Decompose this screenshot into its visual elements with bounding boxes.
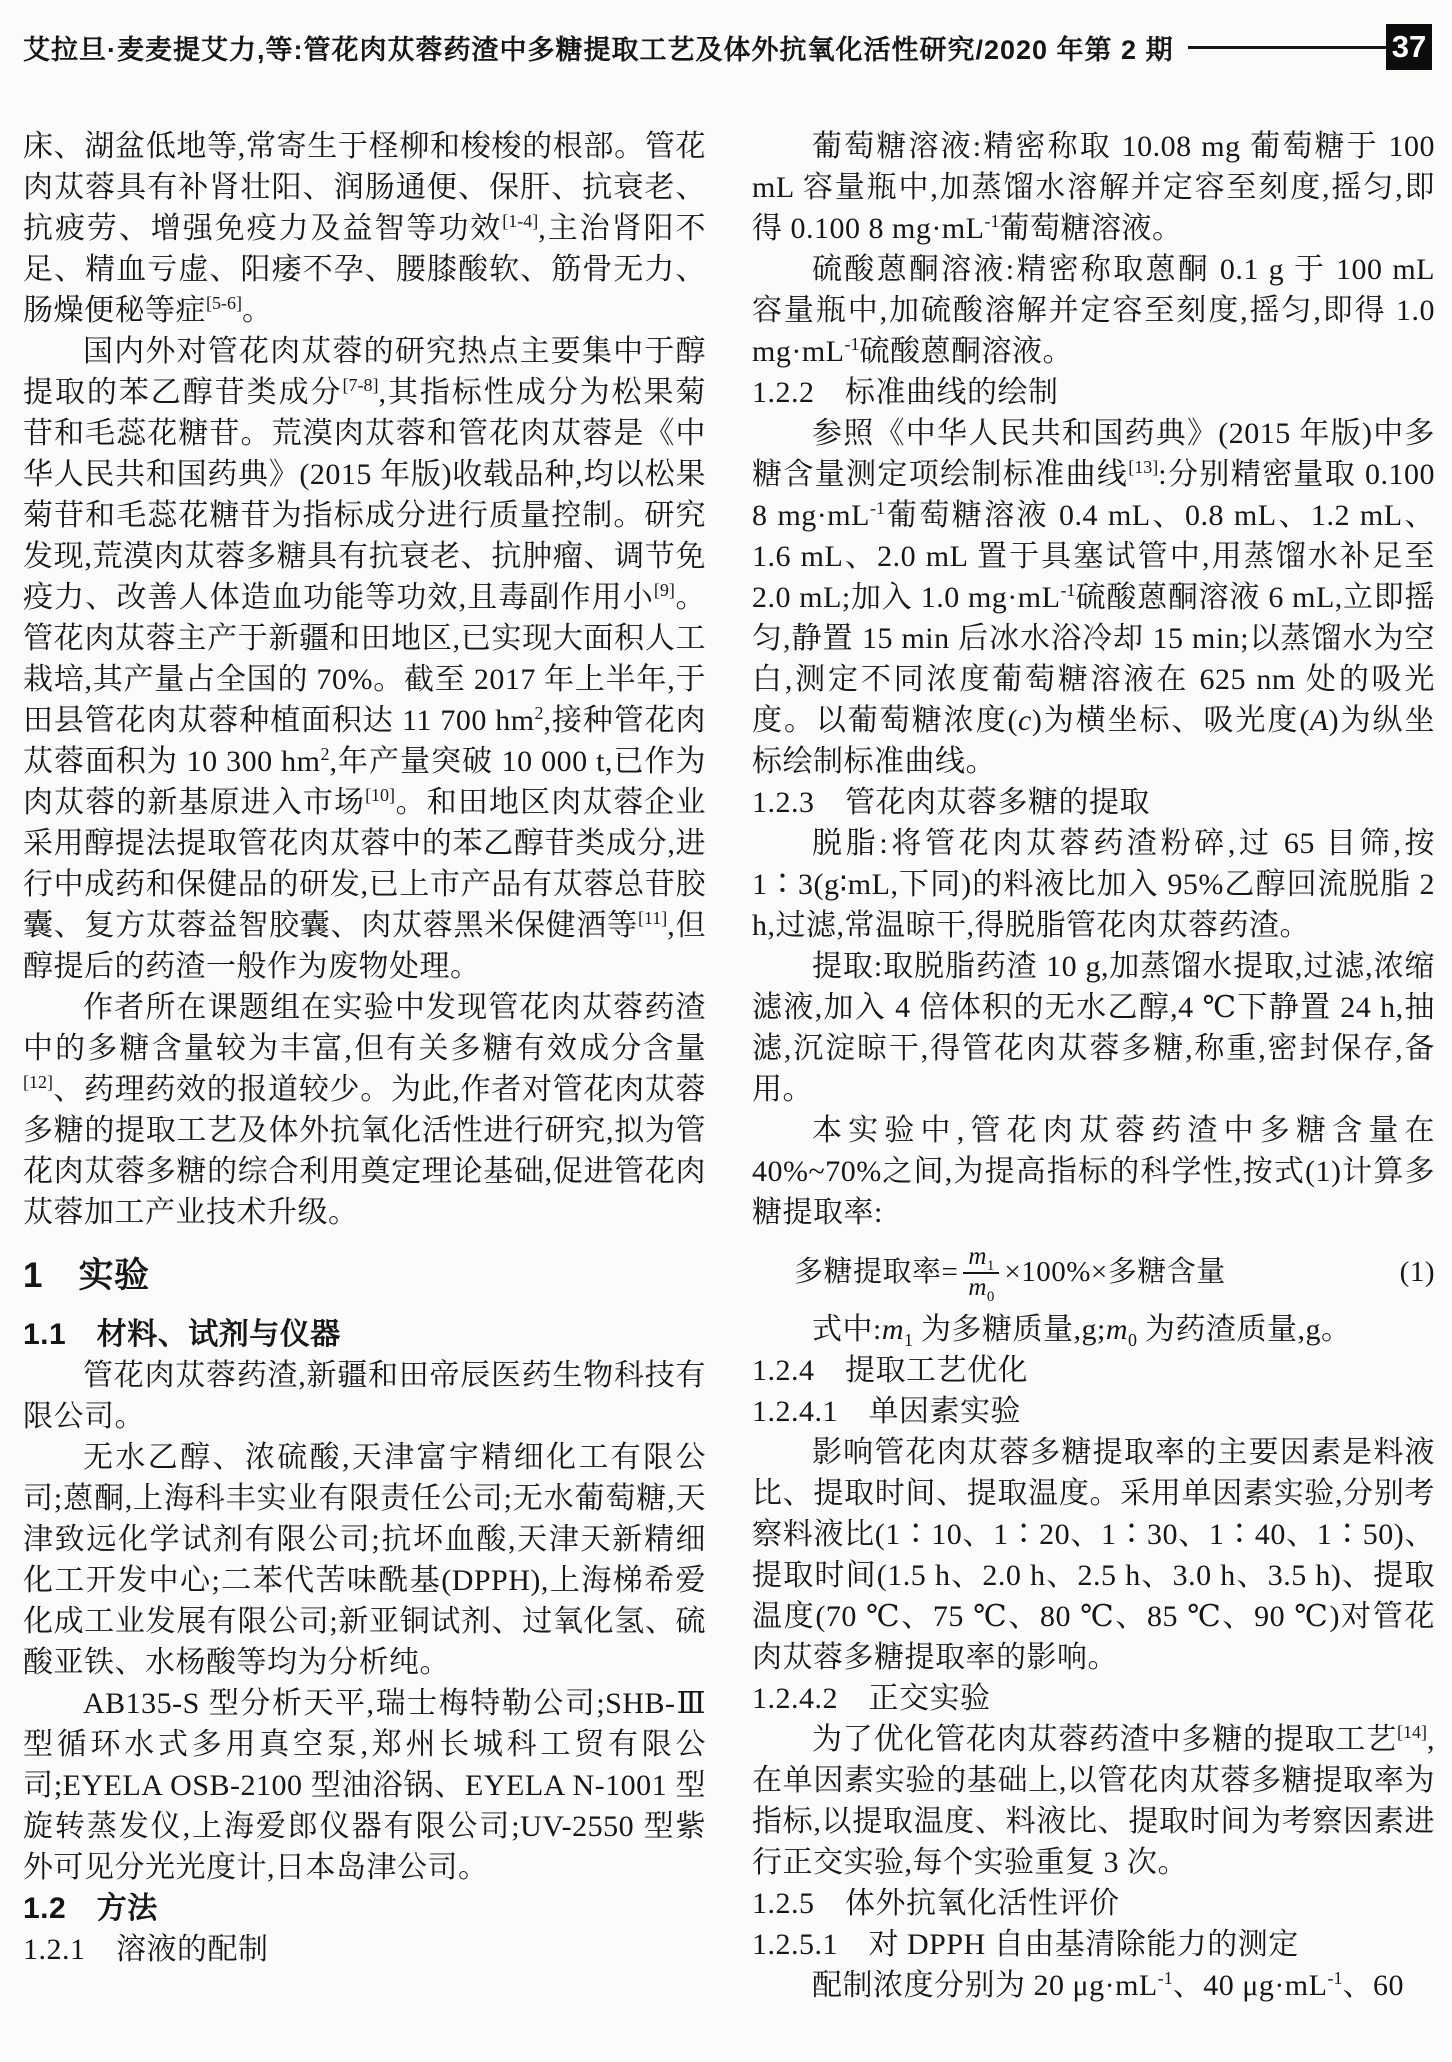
- text-run: 床、湖盆低地等,常寄生于柽柳和梭梭的根部。管花肉苁蓉具有补肾壮阳、润肠通便、保肝、抗衰老、抗疲劳、增强免疫力及益智等功效: [23, 130, 706, 245]
- text-run: 1.2 方法: [23, 1892, 158, 1925]
- math-var: m: [968, 1273, 987, 1301]
- math-var: m: [1105, 1312, 1129, 1346]
- subsubsection-heading: [752, 1350, 1435, 1391]
- text-run: 配制浓度分别为 20 μg·mL: [812, 1968, 1158, 2002]
- text-run: ,年产量突破 10 000 t,已作为肉苁蓉的新基原进入市场: [23, 745, 706, 819]
- text-run: 脱脂:将管花肉苁蓉药渣粉碎,过 65 目筛,按 1∶3(g∶mL,下同)的料液比加入 95%乙醇回流脱脂 2 h,过滤,常温晾干,得脱脂管花肉苁蓉药渣。: [752, 827, 1435, 942]
- text-run: 管花肉苁蓉药渣,新疆和田帝辰医药生物科技有限公司。: [23, 1359, 706, 1433]
- subsubsection-heading: [752, 1678, 1435, 1719]
- text-run: 影响管花肉苁蓉多糖提取率的主要因素是料液比、提取时间、提取温度。采用单因素实验,分别考察料液比(1∶10、1∶20、1∶30、1∶40、1∶50)、提取时间(1.5 h、2.0 h、2.5 h、3.0 h、3.5 h)、提取温度(70 ℃、75 ℃、80 ℃、85 ℃、90 ℃)对管花肉苁蓉多糖提取率的影响。: [752, 1435, 1435, 1674]
- fraction: [963, 1243, 999, 1303]
- section-heading: [23, 1255, 706, 1296]
- paragraph: [23, 987, 706, 1233]
- text-run: 1.2.5.1 对 DPPH 自由基清除能力的测定: [752, 1927, 1299, 1961]
- subsubsection-heading: [23, 1929, 706, 1970]
- page-number-badge: [1386, 24, 1432, 70]
- text-run: 葡萄糖溶液 0.4 mL、0.8 mL、1.2 mL、1.6 mL、2.0 mL 置于具塞试管中,用蒸馏水补足至 2.0 mL;加入 1.0 mg·mL: [752, 499, 1435, 614]
- paragraph: [752, 1110, 1435, 1233]
- text-run: 1.2.4.1 单因素实验: [752, 1394, 1021, 1428]
- running-head-bar: [23, 24, 1432, 70]
- text-run: 。和田地区肉苁蓉企业采用醇提法提取管花肉苁蓉中的苯乙醇苷类成分,进行中成药和保健品的研发,已上市产品有苁蓉总苷胶囊、复方苁蓉益智胶囊、肉苁蓉黑米保健酒等: [23, 786, 707, 942]
- text-run: 、40 μg·mL: [1172, 1968, 1328, 2002]
- paragraph: [752, 823, 1435, 946]
- superscript: -1: [1060, 580, 1076, 600]
- superscript: -1: [1327, 1967, 1343, 1988]
- paragraph: [23, 1437, 706, 1683]
- subsubsection-heading: [752, 372, 1435, 413]
- text-run: 硫酸蒽酮溶液。: [859, 335, 1073, 368]
- subscript: 1: [904, 1329, 914, 1350]
- math-var: m: [968, 1243, 987, 1270]
- superscript: 2: [320, 744, 330, 764]
- text-run: 为药渣质量,g。: [1137, 1312, 1352, 1346]
- paragraph: [752, 1719, 1435, 1883]
- text-run: 葡萄糖溶液。: [999, 212, 1183, 245]
- text-run: 式中:: [812, 1312, 882, 1346]
- citation-ref: [1-4]: [502, 211, 539, 231]
- superscript: -1: [984, 211, 1000, 231]
- text-run: 无水乙醇、浓硫酸,天津富宇精细化工有限公司;蒽酮,上海科丰实业有限责任公司;无水葡萄糖,天津致远化学试剂有限公司;抗坏血酸,天津天新精细化工开发中心;二苯代苦味酰基(DPPH),上海梯希爱化成工业发展有限公司;新亚铜试剂、过氧化氢、硫酸亚铁、水杨酸等均为分析纯。: [23, 1441, 706, 1679]
- subscript: 0: [1128, 1329, 1138, 1350]
- superscript: -1: [869, 498, 885, 518]
- text-run: 提取:取脱脂药渣 10 g,加蒸馏水提取,过滤,浓缩滤液,加入 4 倍体积的无水乙醇,4 ℃下静置 24 h,抽滤,沉淀晾干,得管花肉苁蓉多糖,称重,密封保存,备用。: [752, 950, 1435, 1106]
- page-number: 37: [1391, 29, 1427, 64]
- equation-number: (1): [1399, 1256, 1435, 1289]
- citation-ref: [10]: [365, 785, 396, 805]
- citation-ref: [7-8]: [342, 375, 379, 395]
- text-run: 硫酸蒽酮溶液:精密称取蒽酮 0.1 g 于 100 mL 容量瓶中,加硫酸溶解并定容至刻度,摇匀,即得 1.0 mg·mL: [752, 253, 1435, 368]
- paragraph: [752, 1432, 1435, 1678]
- subsubsection-heading: [752, 1391, 1435, 1432]
- superscript: 2: [534, 703, 544, 723]
- superscript: -1: [844, 334, 860, 354]
- fraction-numerator: [963, 1243, 999, 1274]
- text-run: ,其指标性成分为松果菊苷和毛蕊花糖苷。荒漠肉苁蓉和管花肉苁蓉是《中华人民共和国药典》(2015 年版)收载品种,均以松果菊苷和毛蕊花糖苷为指标成分进行质量控制。研究发现,荒漠肉苁蓉多糖具有抗衰老、抗肿瘤、调节免疫力、改善人体造血功能等功效,且毒副作用小: [23, 376, 707, 614]
- citation-ref: [12]: [23, 1072, 53, 1092]
- text-run: 本实验中,管花肉苁蓉药渣中多糖含量在 40%~70%之间,为提高指标的科学性,按式(1)计算多糖提取率:: [752, 1114, 1435, 1229]
- text-run: ×100%×多糖含量: [1004, 1256, 1226, 1289]
- text-run: 1.2.4 提取工艺优化: [752, 1353, 1028, 1387]
- text-run: 作者所在课题组在实验中发现管花肉苁蓉药渣中的多糖含量较为丰富,但有关多糖有效成分含量: [23, 991, 706, 1065]
- text-run: )为纵坐标绘制标准曲线。: [752, 704, 1435, 778]
- math-var: m: [881, 1312, 905, 1346]
- text-run: ,但醇提后的药渣一般作为废物处理。: [23, 909, 707, 983]
- left-column: [23, 126, 706, 2006]
- text-run: 为了优化管花肉苁蓉药渣中多糖的提取工艺: [812, 1722, 1397, 1756]
- equation: [752, 1243, 1435, 1303]
- paragraph: [752, 1309, 1435, 1350]
- text-run: 国内外对管花肉苁蓉的研究热点主要集中于醇提取的苯乙醇苷类成分: [23, 335, 706, 409]
- subscript: 0: [986, 1288, 995, 1305]
- text-run: 1.2.3 管花肉苁蓉多糖的提取: [752, 786, 1150, 819]
- citation-ref: [11]: [637, 908, 668, 928]
- text-run: AB135-S 型分析天平,瑞士梅特勒公司;SHB-Ⅲ型循环水式多用真空泵,郑州长城科工贸有限公司;EYELA OSB-2100 型油浴锅、EYELA N-1001 型旋转蒸发仪,上海爱郎仪器有限公司;UV-2550 型紫外可见分光光度计,日本岛津公司。: [23, 1687, 706, 1884]
- citation-ref: [5-6]: [206, 293, 242, 313]
- text-run: 为多糖质量,g;: [913, 1312, 1106, 1346]
- text-run: 、60: [1342, 1968, 1404, 2002]
- header-rule: [1188, 46, 1386, 49]
- text-run: 多糖提取率=: [794, 1256, 959, 1289]
- text-run: 1.2.2 标准曲线的绘制: [752, 376, 1059, 409]
- text-run: ,在单因素实验的基础上,以管花肉苁蓉多糖提取率为指标,以提取温度、料液比、提取时间为考察因素进行正交实验,每个实验重复 3 次。: [752, 1722, 1435, 1879]
- running-head: 艾拉旦·麦麦提艾力,等:管花肉苁蓉药渣中多糖提取工艺及体外抗氧化活性研究/2020 年第 2 期: [23, 34, 1174, 65]
- paragraph: [23, 331, 706, 987]
- paragraph: [23, 126, 706, 331]
- paragraph: [23, 1683, 706, 1888]
- text-run: 。: [241, 294, 273, 327]
- superscript: -1: [1157, 1967, 1173, 1988]
- subscript: 1: [986, 1258, 995, 1274]
- math-var: c: [1018, 704, 1032, 737]
- subsection-heading: [23, 1314, 706, 1355]
- subsubsection-heading: [752, 1924, 1435, 1965]
- text-run: 参照《中华人民共和国药典》(2015 年版)中多糖含量测定项绘制标准曲线: [752, 417, 1435, 491]
- text-run: 。管花肉苁蓉主产于新疆和田地区,已实现大面积人工栽培,其产量占全国的 70%。截至 2017 年上半年,于田县管花肉苁蓉种植面积达 11 700 hm: [23, 581, 707, 737]
- math-var: A: [1309, 704, 1329, 737]
- citation-ref: [14]: [1397, 1721, 1427, 1742]
- paragraph: [752, 249, 1435, 372]
- subsubsection-heading: [752, 1883, 1435, 1924]
- paragraph: [752, 1965, 1435, 2006]
- right-column: [752, 126, 1435, 2006]
- text-run: ,接种管花肉苁蓉面积为 10 300 hm: [23, 704, 706, 778]
- paragraph: [752, 126, 1435, 249]
- text-run: 1.2.5 体外抗氧化活性评价: [752, 1886, 1120, 1920]
- citation-ref: [9]: [653, 580, 675, 600]
- citation-ref: [13]: [1128, 457, 1159, 477]
- text-run: :分别精密量取 0.100 8 mg·mL: [752, 458, 1435, 532]
- subsubsection-heading: [752, 782, 1435, 823]
- equation-body: [794, 1243, 1226, 1303]
- text-run: 葡萄糖溶液:精密称取 10.08 mg 葡萄糖于 100 mL 容量瓶中,加蒸馏水溶解并定容至刻度,摇匀,即得 0.100 8 mg·mL: [752, 130, 1435, 245]
- fraction-denominator: [963, 1274, 999, 1303]
- text-run: 1.1 材料、试剂与仪器: [23, 1318, 341, 1351]
- subsection-heading: [23, 1888, 706, 1929]
- article-body: [23, 126, 1435, 2006]
- text-run: 1.2.1 溶液的配制: [23, 1933, 269, 1966]
- text-run: 硫酸蒽酮溶液 6 mL,立即摇匀,静置 15 min 后冰水浴冷却 15 min;以蒸馏水为空白,测定不同浓度葡萄糖溶液在 625 nm 处的吸光度。以葡萄糖浓度(: [752, 581, 1435, 737]
- paragraph: [23, 1355, 706, 1437]
- text-run: 1 实验: [23, 1256, 150, 1295]
- text-run: 1.2.4.2 正交实验: [752, 1681, 991, 1715]
- text-run: )为横坐标、吸光度(: [1031, 704, 1310, 737]
- text-run: 、药理药效的报道较少。为此,作者对管花肉苁蓉多糖的提取工艺及体外抗氧化活性进行研究,拟为管花肉苁蓉多糖的综合利用奠定理论基础,促进管花肉苁蓉加工产业技术升级。: [23, 1073, 706, 1229]
- paragraph: [752, 413, 1435, 782]
- paragraph: [752, 946, 1435, 1110]
- text-run: ,主治肾阳不足、精血亏虚、阳痿不孕、腰膝酸软、筋骨无力、肠燥便秘等症: [23, 212, 707, 327]
